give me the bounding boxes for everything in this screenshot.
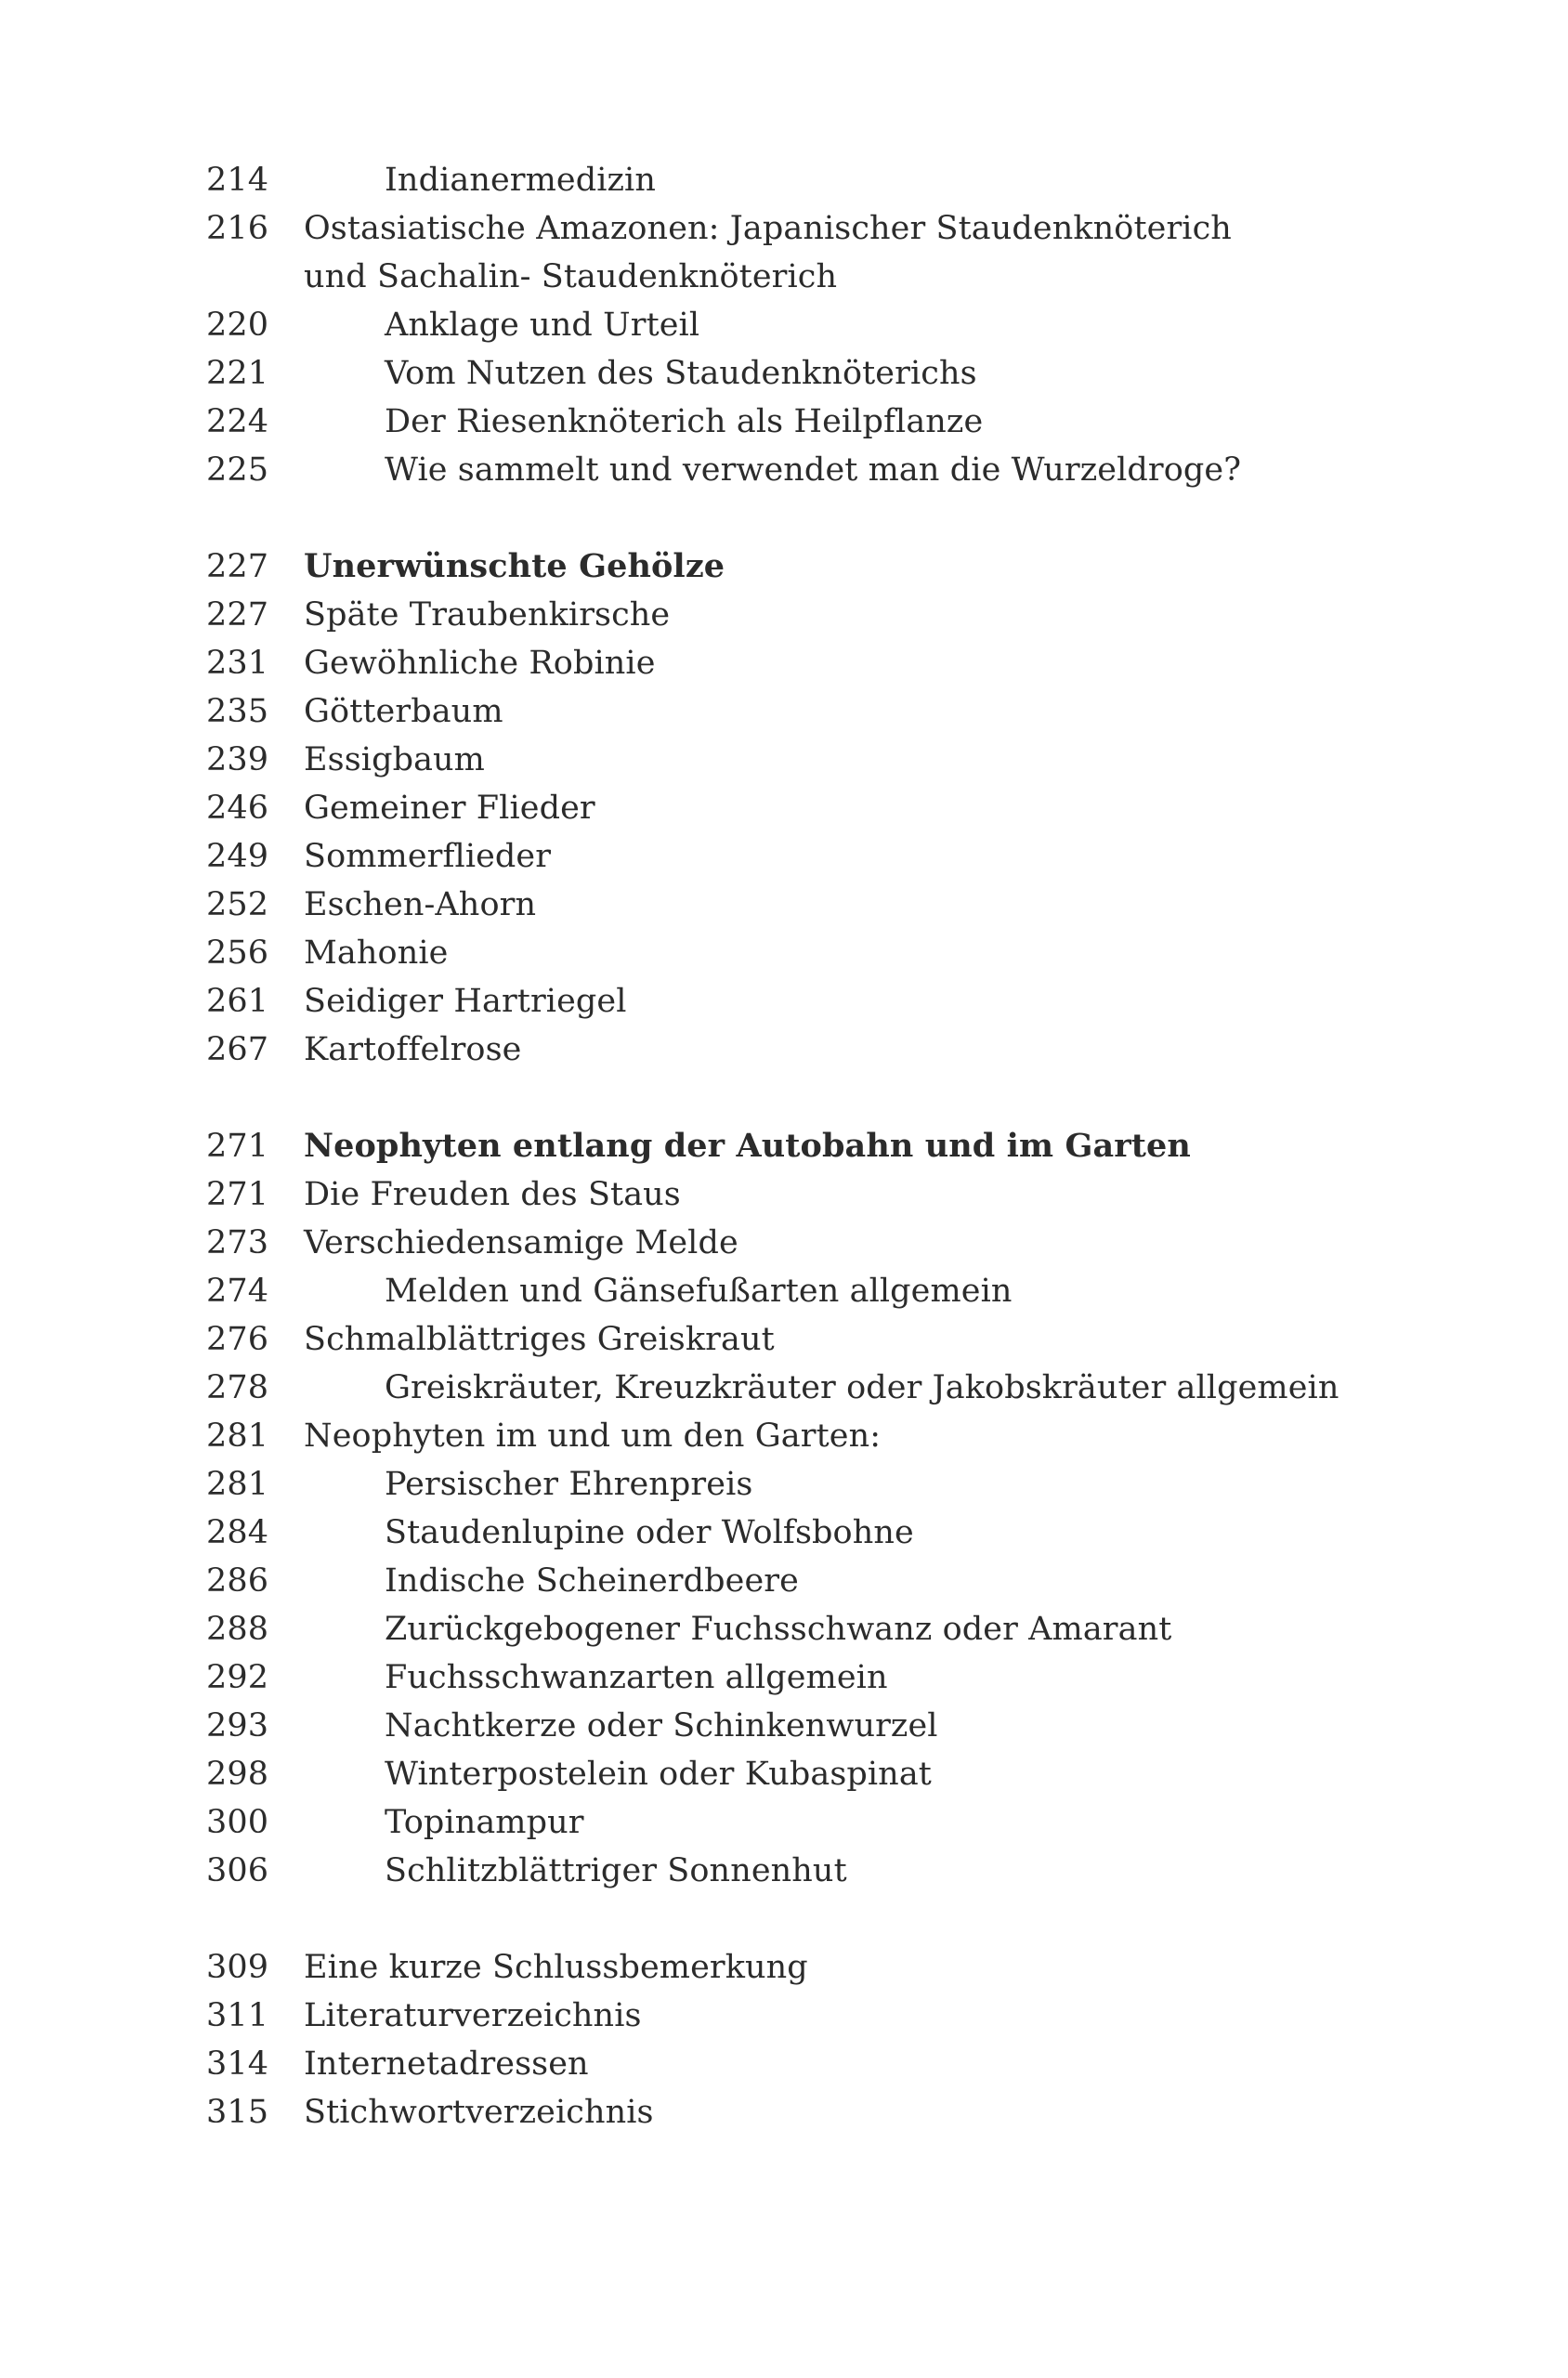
toc-entry <box>206 736 1414 784</box>
toc-entry-title: Götterbaum <box>304 693 503 730</box>
toc-entry <box>206 1509 1414 1557</box>
toc-entry <box>206 832 1414 881</box>
toc-page-number: 281 <box>206 1466 269 1503</box>
toc-page-number: 271 <box>206 1128 269 1165</box>
toc-entry <box>206 1943 1414 1992</box>
section-spacer <box>206 1895 1414 1943</box>
toc-entry <box>206 784 1414 832</box>
toc-entry-title: Wie sammelt und verwendet man die Wurzeldroge? <box>385 451 1242 489</box>
toc-entry <box>206 1847 1414 1895</box>
toc-entry <box>206 349 1414 398</box>
toc-entry <box>206 1267 1414 1315</box>
toc-entry <box>206 204 1414 253</box>
toc-entry-title: Nachtkerze oder Schinkenwurzel <box>385 1707 938 1744</box>
toc-entry <box>206 1653 1414 1702</box>
toc-entry-title: Mahonie <box>304 934 449 972</box>
toc-entry-title: Stichwortverzeichnis <box>304 2094 654 2131</box>
toc-entry <box>206 398 1414 446</box>
toc-entry <box>206 253 1414 301</box>
toc-entry <box>206 1557 1414 1605</box>
toc-entry-title: Gewöhnliche Robinie <box>304 645 656 682</box>
toc-entry <box>206 1315 1414 1364</box>
toc-entry <box>206 1605 1414 1653</box>
toc-entry <box>206 446 1414 494</box>
toc-page-number: 216 <box>206 210 269 247</box>
toc-section-heading <box>206 1122 1414 1170</box>
toc-page-number: 246 <box>206 790 269 827</box>
toc-page-number: 249 <box>206 838 269 875</box>
toc-entry-title: Neophyten entlang der Autobahn und im Garten <box>304 1127 1191 1165</box>
toc-page-number: 220 <box>206 307 269 344</box>
toc-page-number: 311 <box>206 1997 269 2034</box>
toc-entry <box>206 1992 1414 2040</box>
toc-entry-title: Die Freuden des Staus <box>304 1176 681 1213</box>
toc-entry <box>206 977 1414 1026</box>
toc-entry-title: Vom Nutzen des Staudenknöterichs <box>385 355 977 392</box>
toc-entry-title: Gemeiner Flieder <box>304 790 595 827</box>
toc-entry-title: Staudenlupine oder Wolfsbohne <box>385 1514 914 1551</box>
toc-page-number: 252 <box>206 886 269 923</box>
toc-page-number: 256 <box>206 934 269 972</box>
toc-entry <box>206 639 1414 687</box>
toc-page-number: 293 <box>206 1707 269 1744</box>
toc-entry-title: Neophyten im und um den Garten: <box>304 1418 882 1455</box>
toc-page-number: 273 <box>206 1224 269 1261</box>
toc-entry-title: Indische Scheinerdbeere <box>385 1562 799 1600</box>
toc-entry <box>206 1702 1414 1750</box>
toc-entry <box>206 156 1414 204</box>
toc-entry-title: Schmalblättriges Greiskraut <box>304 1321 775 1358</box>
toc-entry <box>206 2088 1414 2136</box>
toc-entry-title: Späte Traubenkirsche <box>304 596 671 634</box>
toc-entry-title: Topinampur <box>385 1804 584 1841</box>
toc-page-number: 221 <box>206 355 269 392</box>
toc-entry-title: Der Riesenknöterich als Heilpflanze <box>385 403 984 440</box>
toc-entry <box>206 1412 1414 1460</box>
toc-entry-title: Schlitzblättriger Sonnenhut <box>385 1852 847 1889</box>
toc-entry-title: Melden und Gänsefußarten allgemein <box>385 1273 1013 1310</box>
toc-entry-title: und Sachalin- Staudenknöterich <box>304 258 838 295</box>
toc-entry-title: Essigbaum <box>304 741 485 778</box>
toc-entry-title: Ostasiatische Amazonen: Japanischer Staudenknöterich <box>304 210 1232 247</box>
toc-entry <box>206 929 1414 977</box>
toc-page-number: 227 <box>206 548 269 585</box>
toc-page-number: 261 <box>206 983 269 1020</box>
toc-entry <box>206 881 1414 929</box>
toc-page-number: 235 <box>206 693 269 730</box>
toc-page-number: 284 <box>206 1514 269 1551</box>
section-spacer <box>206 494 1414 542</box>
toc-section-heading <box>206 542 1414 591</box>
toc-page-number: 286 <box>206 1562 269 1600</box>
toc-page-number: 271 <box>206 1176 269 1213</box>
toc-entry <box>206 2040 1414 2088</box>
toc-entry-title: Zurückgebogener Fuchsschwanz oder Amarant <box>385 1611 1172 1648</box>
toc-entry <box>206 1170 1414 1219</box>
toc-entry <box>206 591 1414 639</box>
toc-entry <box>206 1750 1414 1798</box>
toc-entry-title: Verschiedensamige Melde <box>304 1224 738 1261</box>
toc-entry-title: Anklage und Urteil <box>385 307 700 344</box>
toc-entry-title: Fuchsschwanzarten allgemein <box>385 1659 888 1696</box>
toc-page-number: 231 <box>206 645 269 682</box>
toc-page-number: 276 <box>206 1321 269 1358</box>
toc-entry <box>206 1460 1414 1509</box>
toc-page-number: 306 <box>206 1852 269 1889</box>
toc-page-number: 309 <box>206 1949 269 1986</box>
section-spacer <box>206 1074 1414 1122</box>
toc-entry-title: Winterpostelein oder Kubaspinat <box>385 1756 932 1793</box>
table-of-contents <box>206 156 1414 2136</box>
toc-entry <box>206 301 1414 349</box>
toc-entry-title: Seidiger Hartriegel <box>304 983 627 1020</box>
toc-entry <box>206 1219 1414 1267</box>
toc-entry <box>206 1026 1414 1074</box>
toc-entry-title: Eine kurze Schlussbemerkung <box>304 1949 808 1986</box>
toc-page-number: 214 <box>206 162 269 199</box>
toc-entry <box>206 687 1414 736</box>
toc-page-number: 298 <box>206 1756 269 1793</box>
toc-page-number: 224 <box>206 403 269 440</box>
toc-page-number: 314 <box>206 2045 269 2083</box>
toc-page-number: 239 <box>206 741 269 778</box>
toc-page-number: 300 <box>206 1804 269 1841</box>
toc-entry-title: Eschen-Ahorn <box>304 886 537 923</box>
toc-page-number: 278 <box>206 1369 269 1406</box>
toc-page-number: 292 <box>206 1659 269 1696</box>
toc-page-number: 281 <box>206 1418 269 1455</box>
toc-entry <box>206 1364 1414 1412</box>
toc-entry <box>206 1798 1414 1847</box>
toc-entry-title: Kartoffelrose <box>304 1031 522 1068</box>
toc-entry-title: Internetadressen <box>304 2045 589 2083</box>
toc-page-number: 274 <box>206 1273 269 1310</box>
toc-entry-title: Sommerflieder <box>304 838 552 875</box>
toc-page-number: 267 <box>206 1031 269 1068</box>
toc-entry-title: Unerwünschte Gehölze <box>304 547 725 585</box>
toc-page-number: 288 <box>206 1611 269 1648</box>
toc-entry-title: Literaturverzeichnis <box>304 1997 642 2034</box>
toc-page-number: 315 <box>206 2094 269 2131</box>
toc-page-number: 227 <box>206 596 269 634</box>
toc-entry-title: Persischer Ehrenpreis <box>385 1466 753 1503</box>
toc-entry-title: Indianermedizin <box>385 162 656 199</box>
toc-entry-title: Greiskräuter, Kreuzkräuter oder Jakobskräuter allgemein <box>385 1369 1339 1406</box>
toc-page-number: 225 <box>206 451 269 489</box>
